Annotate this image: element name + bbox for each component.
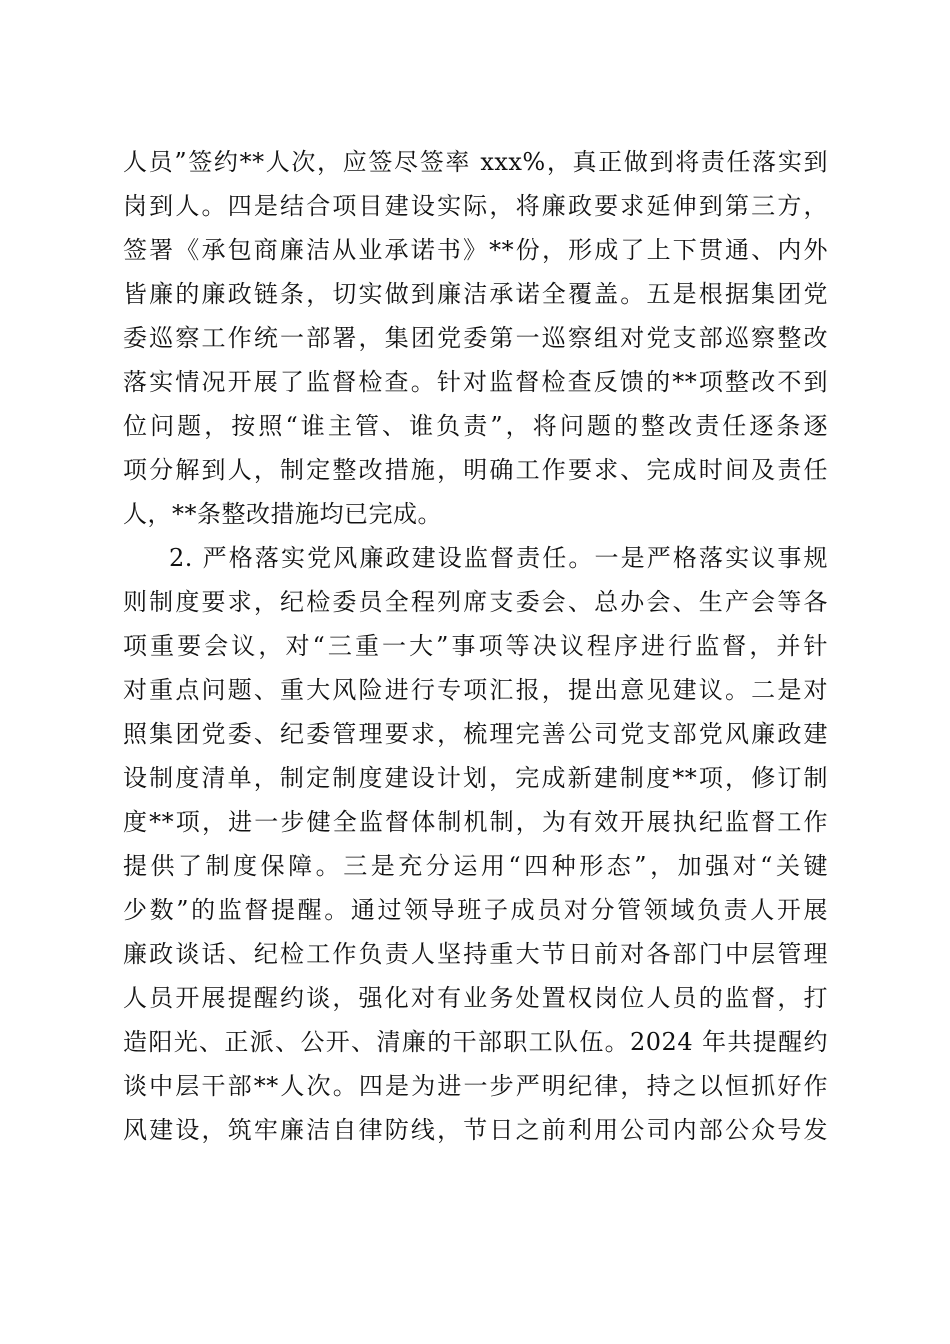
text-line: 谈中层干部**人次。四是为进一步严明纪律，持之以恒抓好作 [123, 1072, 828, 1100]
text-line: 皆廉的廉政链条，切实做到廉洁承诺全覆盖。五是根据集团党 [123, 280, 828, 308]
text-line: 则制度要求，纪检委员全程列席支委会、总办会、生产会等各 [123, 588, 828, 616]
paragraph-1 [123, 140, 828, 536]
text-line: 项分解到人，制定整改措施，明确工作要求、完成时间及责任 [123, 456, 828, 484]
text-line: 度**项，进一步健全监督体制机制，为有效开展执纪监督工作 [123, 808, 828, 836]
paragraph-2 [123, 536, 828, 1152]
text-line: 委巡察工作统一部署，集团党委第一巡察组对党支部巡察整改 [123, 324, 828, 352]
text-line: 廉政谈话、纪检工作负责人坚持重大节日前对各部门中层管理 [123, 940, 828, 968]
text-line: 造阳光、正派、公开、清廉的干部职工队伍。2024 年共提醒约 [123, 1028, 828, 1056]
text-line: 风建设，筑牢廉洁自律防线，节日之前利用公司内部公众号发 [123, 1116, 828, 1144]
text-line: 对重点问题、重大风险进行专项汇报，提出意见建议。二是对 [123, 676, 828, 704]
text-line: 照集团党委、纪委管理要求，梳理完善公司党支部党风廉政建 [123, 720, 828, 748]
document-body [123, 140, 828, 1152]
text-line: 落实情况开展了监督检查。针对监督检查反馈的**项整改不到 [123, 368, 828, 396]
text-line: 岗到人。四是结合项目建设实际，将廉政要求延伸到第三方， [123, 192, 828, 220]
text-line: 人员”签约**人次，应签尽签率 xxx%，真正做到将责任落实到 [123, 148, 828, 176]
text-line: 签署《承包商廉洁从业承诺书》**份，形成了上下贯通、内外 [123, 236, 828, 264]
text-line: 位问题，按照“谁主管、谁负责”，将问题的整改责任逐条逐 [123, 412, 828, 440]
section-heading-line: 2. 严格落实党风廉政建设监督责任。一是严格落实议事规 [169, 544, 828, 572]
text-line: 设制度清单，制定制度建设计划，完成新建制度**项，修订制 [123, 764, 828, 792]
text-line: 人员开展提醒约谈，强化对有业务处置权岗位人员的监督，打 [123, 984, 828, 1012]
text-line: 人，**条整改措施均已完成。 [123, 500, 442, 528]
text-line: 提供了制度保障。三是充分运用“四种形态”，加强对“关键 [123, 852, 828, 880]
text-line: 项重要会议，对“三重一大”事项等决议程序进行监督，并针 [123, 632, 828, 660]
text-line: 少数”的监督提醒。通过领导班子成员对分管领域负责人开展 [123, 896, 828, 924]
